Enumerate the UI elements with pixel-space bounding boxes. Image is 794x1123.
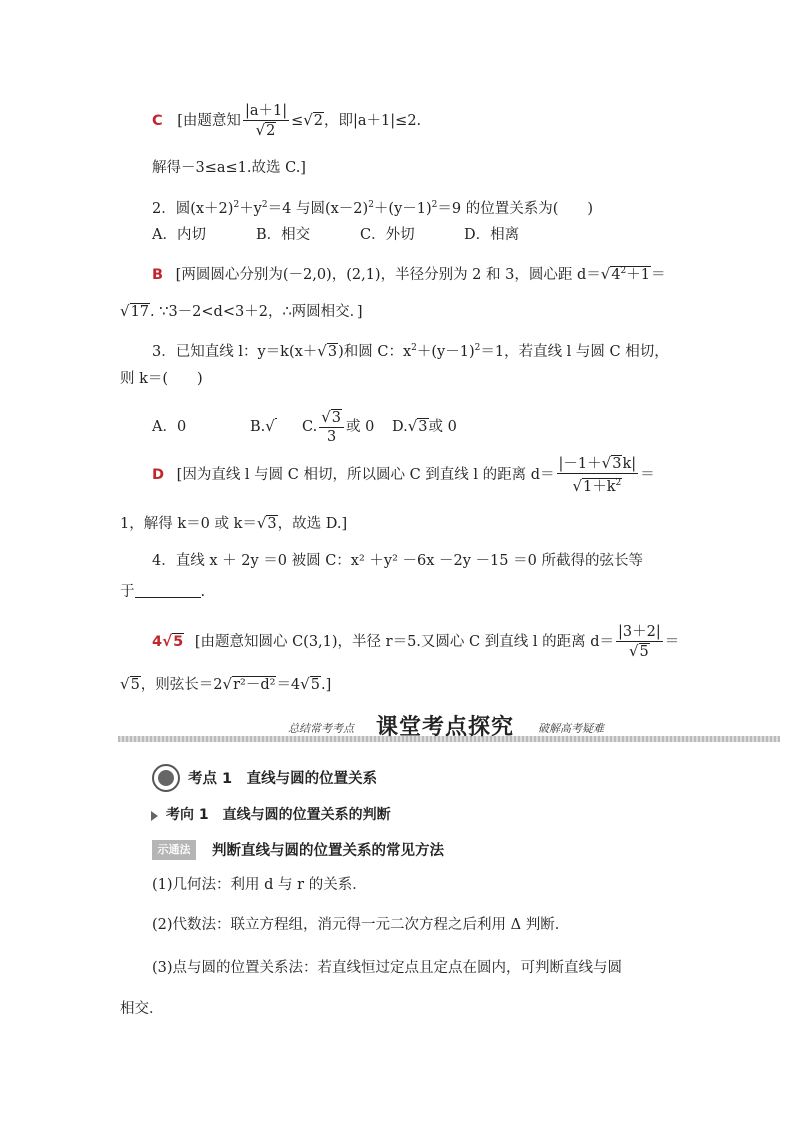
fraction: $\frac{|a+1|}{√2}$ bbox=[244, 103, 288, 139]
answer-3: D [因为直线 l 与圆 C 相切，所以圆心 C 到直线 l 的距离 d＝ $\frac{|-1+√3k|}{√1+k^2}$ ＝ bbox=[152, 454, 655, 495]
option-b: B.√ bbox=[250, 417, 275, 435]
question-4: 4．直线 x ＋ 2y ＝0 被圆 C：x² ＋y² －6x －2y －15 ＝0 所截得的弦长等 bbox=[152, 553, 643, 569]
answer-4: 4√5 [由题意知圆心 C(3,1)，半径 r＝5.又圆心 C 到直线 l 的距离 d＝ $\frac{|3+2|}{√5}$ ＝ bbox=[152, 624, 680, 660]
answer-4-cont: √5，则弦长＝2√r²－d²＝4√5.] bbox=[120, 675, 332, 693]
kaodian-heading: 考点 1 直线与圆的位置关系 bbox=[188, 771, 378, 787]
method-1: (1)几何法：利用 d 与 r 的关系． bbox=[152, 877, 367, 893]
answer-letter: C bbox=[152, 113, 163, 129]
banner-right: 破解高考疑难 bbox=[538, 722, 604, 735]
answer-blank bbox=[135, 583, 201, 598]
answer-1: C [由题意知 $\frac{|a+1|}{√2}$ ≤√2，即|a＋1|≤2. bbox=[152, 103, 422, 139]
question-2-options bbox=[152, 224, 519, 246]
answer-2: B [两圆圆心分别为(－2,0)，(2,1)，半径分别为 2 和 3，圆心距 $d=√4^2+1=$ bbox=[152, 265, 666, 283]
method-2: (2)代数法：联立方程组，消元得一元二次方程之后利用 Δ 判断． bbox=[152, 917, 570, 933]
kaodian-circle-icon bbox=[152, 764, 180, 792]
option-a: A．内切 bbox=[152, 227, 206, 243]
option-d: D．相离 bbox=[464, 227, 520, 243]
question-3: 3．已知直线 l：y＝k(x＋√3)和圆 C：$x^2+(y-1)^2=1$，若直线 l 与圆 C 相切， bbox=[152, 342, 669, 360]
method-3: (3)点与圆的位置关系法：若直线恒过定点且定点在圆内，可判断直线与圆 bbox=[152, 960, 623, 976]
answer-2-cont: √17. ∵3－2<d<3＋2，∴两圆相交．] bbox=[120, 302, 363, 320]
option-a: A．0 bbox=[152, 419, 187, 435]
section-banner bbox=[118, 710, 780, 744]
banner-title: 课堂考点探究 bbox=[376, 715, 515, 740]
kaoxiang-heading: 考向 1 直线与圆的位置关系的判断 bbox=[166, 807, 391, 823]
triangle-bullet-icon bbox=[151, 811, 158, 821]
question-3-options bbox=[152, 408, 457, 446]
option-b: B．相交 bbox=[256, 227, 311, 243]
tongfa-title: 判断直线与圆的位置关系的常见方法 bbox=[212, 843, 444, 859]
banner-left: 总结常考考点 bbox=[288, 722, 354, 735]
answer-letter: B bbox=[152, 267, 164, 283]
answer-letter: D bbox=[152, 467, 165, 483]
question-2: 2．圆$(x+2)^2+y^2=4$ 与圆$(x-2)^2+(y-1)^2=9$ 的位置关系为( ) bbox=[152, 200, 594, 217]
question-3-cont: 则 k＝( ) bbox=[120, 371, 203, 387]
answer-1-cont: 解得－3≤a≤1.故选 C.] bbox=[152, 160, 306, 176]
question-4-cont: 于 . bbox=[120, 584, 206, 600]
option-d: D.√3或 0 bbox=[392, 417, 457, 435]
method-3-cont: 相交． bbox=[120, 1001, 164, 1017]
answer-letter: 4√5 bbox=[152, 632, 184, 650]
tongfa-badge: 示通法 bbox=[152, 840, 196, 860]
answer-3-cont: 1，解得 k＝0 或 k＝√3，故选 D.] bbox=[120, 514, 348, 532]
option-c: C. $\frac{√3}{3}$ 或 0 bbox=[302, 408, 375, 445]
option-c: C．外切 bbox=[360, 227, 415, 243]
